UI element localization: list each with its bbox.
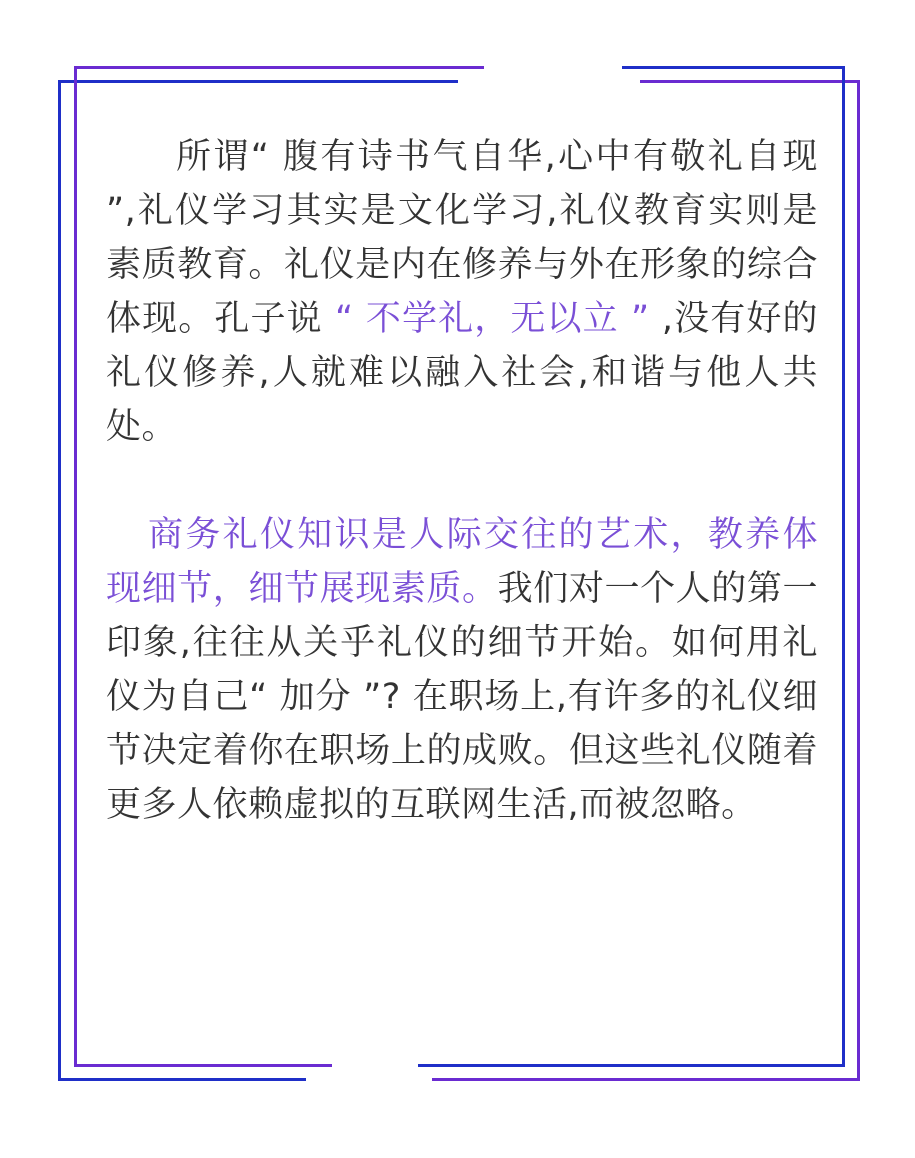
frame-line-left-inner bbox=[74, 66, 77, 1066]
paragraph-2-text: 我们对一个人的第一印象,往往从关乎礼仪的细节开始。如何用礼仪为自己“ 加分 ”? 在职场上,有许多的礼仪细节决定着你在职场上的成败。但这些礼仪随着更多人依赖虚拟的互联网生活,而被忽略。 bbox=[106, 569, 818, 825]
paragraph-2-highlight: 商务礼仪知识是人际交往的艺术，教养体现细节，细节展现素质。 bbox=[106, 515, 818, 609]
article-body bbox=[106, 130, 818, 832]
paragraph-1-text-b: ,没有好的礼仪修养,人就难以融入社会,和谐与他人共处。 bbox=[106, 299, 818, 447]
frame-line-top-right-inner bbox=[640, 80, 858, 83]
paragraph-1 bbox=[106, 130, 818, 454]
confucius-quote: “ 不学礼，无以立 ” bbox=[334, 299, 650, 339]
paragraph-1-text-a: 所谓“ 腹有诗书气自华,心中有敬礼自现 ”,礼仪学习其实是文化学习,礼仪教育实则是素质教育。礼仪是内在修养与外在形象的综合体现。孔子说 bbox=[106, 137, 818, 339]
frame-line-bottom-right-inner bbox=[418, 1064, 845, 1067]
frame-line-top-left-inner bbox=[58, 80, 458, 83]
frame-line-bottom-left-outer bbox=[58, 1078, 306, 1081]
paragraph-2 bbox=[106, 508, 818, 832]
frame-line-right-outer bbox=[857, 80, 860, 1080]
frame-line-bottom-left-inner bbox=[74, 1064, 332, 1067]
frame-line-right-inner bbox=[842, 66, 845, 1066]
frame-line-bottom-right-outer bbox=[432, 1078, 860, 1081]
frame-line-top-right-outer bbox=[622, 66, 844, 69]
frame-line-top-left-outer bbox=[74, 66, 484, 69]
frame-line-left-outer bbox=[58, 80, 61, 1080]
